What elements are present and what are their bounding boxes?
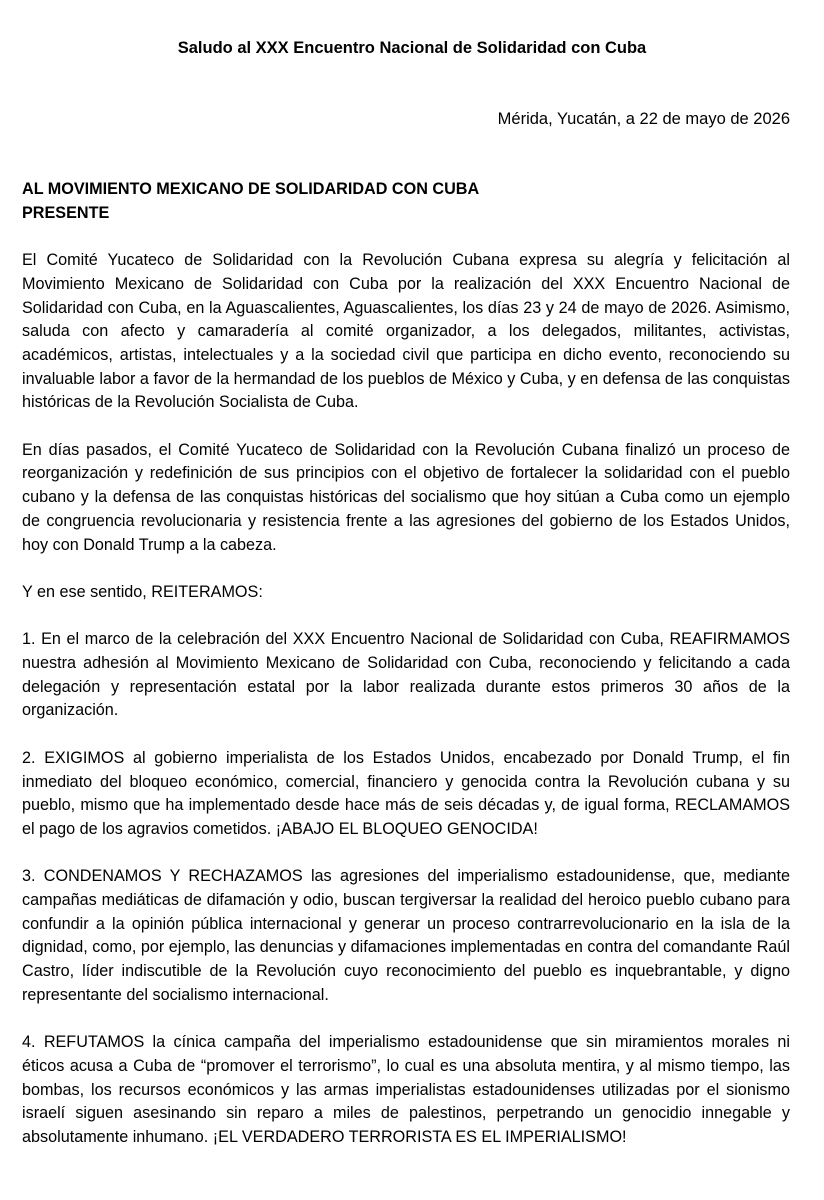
paragraph-point-2: 2. EXIGIMOS al gobierno imperialista de los Estados Unidos, encabezado por Donald Trump, el fin inmediato del bloqueo económico, comercial, financiero y genocida contra la Revolución cubana y su pueblo, mismo que ha implementado desde hace más de seis décadas y, de igual forma, RECLAMAMOS el pago de los agravios cometidos. ¡ABAJO EL BLOQUEO GENOCIDA!	[22, 748, 790, 838]
document-body	[22, 178, 790, 1150]
paragraph-point-4: 4. REFUTAMOS la cínica campaña del imperialismo estadounidense que sin miramientos morales ni éticos acusa a Cuba de “promover el terrorismo”, lo cual es una absoluta mentira, y al mismo tiempo, las bombas, los recursos económicos y las armas imperialistas estadounidenses utilizadas por el sionismo israelí siguen asesinando sin reparo a miles de palestinos, perpetrando un genocidio innegable y absolutamente inhumano. ¡EL VERDADERO TERRORISTA ES EL IMPERIALISMO!	[22, 1033, 790, 1147]
addressee-line: AL MOVIMIENTO MEXICANO DE SOLIDARIDAD CON CUBA	[22, 180, 480, 198]
paragraph-point-3: 3. CONDENAMOS Y RECHAZAMOS las agresiones del imperialismo estadounidense, que, mediante campañas mediáticas de difamación y odio, buscan tergiversar la realidad del heroico pueblo cubano para confundir a la opinión pública internacional y generar un proceso contrarrevolucionario en la isla de la dignidad, como, por ejemplo, las denuncias y difamaciones implementadas en contra del comandante Raúl Castro, líder indiscutible de la Revolución cuyo reconocimiento del pueblo es inquebrantable, y digno representante del socialismo internacional.	[22, 867, 790, 1004]
document-title: Saludo al XXX Encuentro Nacional de Solidaridad con Cuba	[177, 39, 647, 57]
addressee-presente: PRESENTE	[22, 203, 110, 222]
paragraph-point-1: 1. En el marco de la celebración del XXX Encuentro Nacional de Solidaridad con Cuba, REAFIRMAMOS nuestra adhesión al Movimiento Mexicano de Solidaridad con Cuba, reconociendo y felicitando a cada delegación y representación estatal por la labor realizada durante estos primeros 30 años de la organización.	[22, 630, 790, 720]
date-line: Mérida, Yucatán, a 22 de mayo de 2026	[497, 110, 790, 128]
paragraph-reiteramos: Y en ese sentido, REITERAMOS:	[22, 582, 263, 601]
paragraph-greeting: El Comité Yucateco de Solidaridad con la Revolución Cubana expresa su alegría y felicitación al Movimiento Mexicano de Solidaridad con Cuba por la realización del XXX Encuentro Nacional de Solidaridad con Cuba, en la Aguascalientes, Aguascalientes, los días 23 y 24 de mayo de 2026. Asimismo, saluda con afecto y camaradería al comité organizador, a los delegados, militantes, activistas, académicos, artistas, intelectuales y a la sociedad civil que participa en dicho evento, reconociendo su invaluable labor a favor de la hermandad de los pueblos de México y Cuba, y en defensa de las conquistas históricas de la Revolución Socialista de Cuba.	[22, 251, 790, 412]
paragraph-reorganization: En días pasados, el Comité Yucateco de Solidaridad con la Revolución Cubana finalizó un proceso de reorganización y redefinición de sus principios con el objetivo de fortalecer la solidaridad con el pueblo cubano y la defensa de las conquistas históricas del socialismo que hoy sitúan a Cuba como un ejemplo de congruencia revolucionaria y resistencia frente a las agresiones del gobierno de los Estados Unidos, hoy con Donald Trump a la cabeza.	[22, 440, 790, 554]
